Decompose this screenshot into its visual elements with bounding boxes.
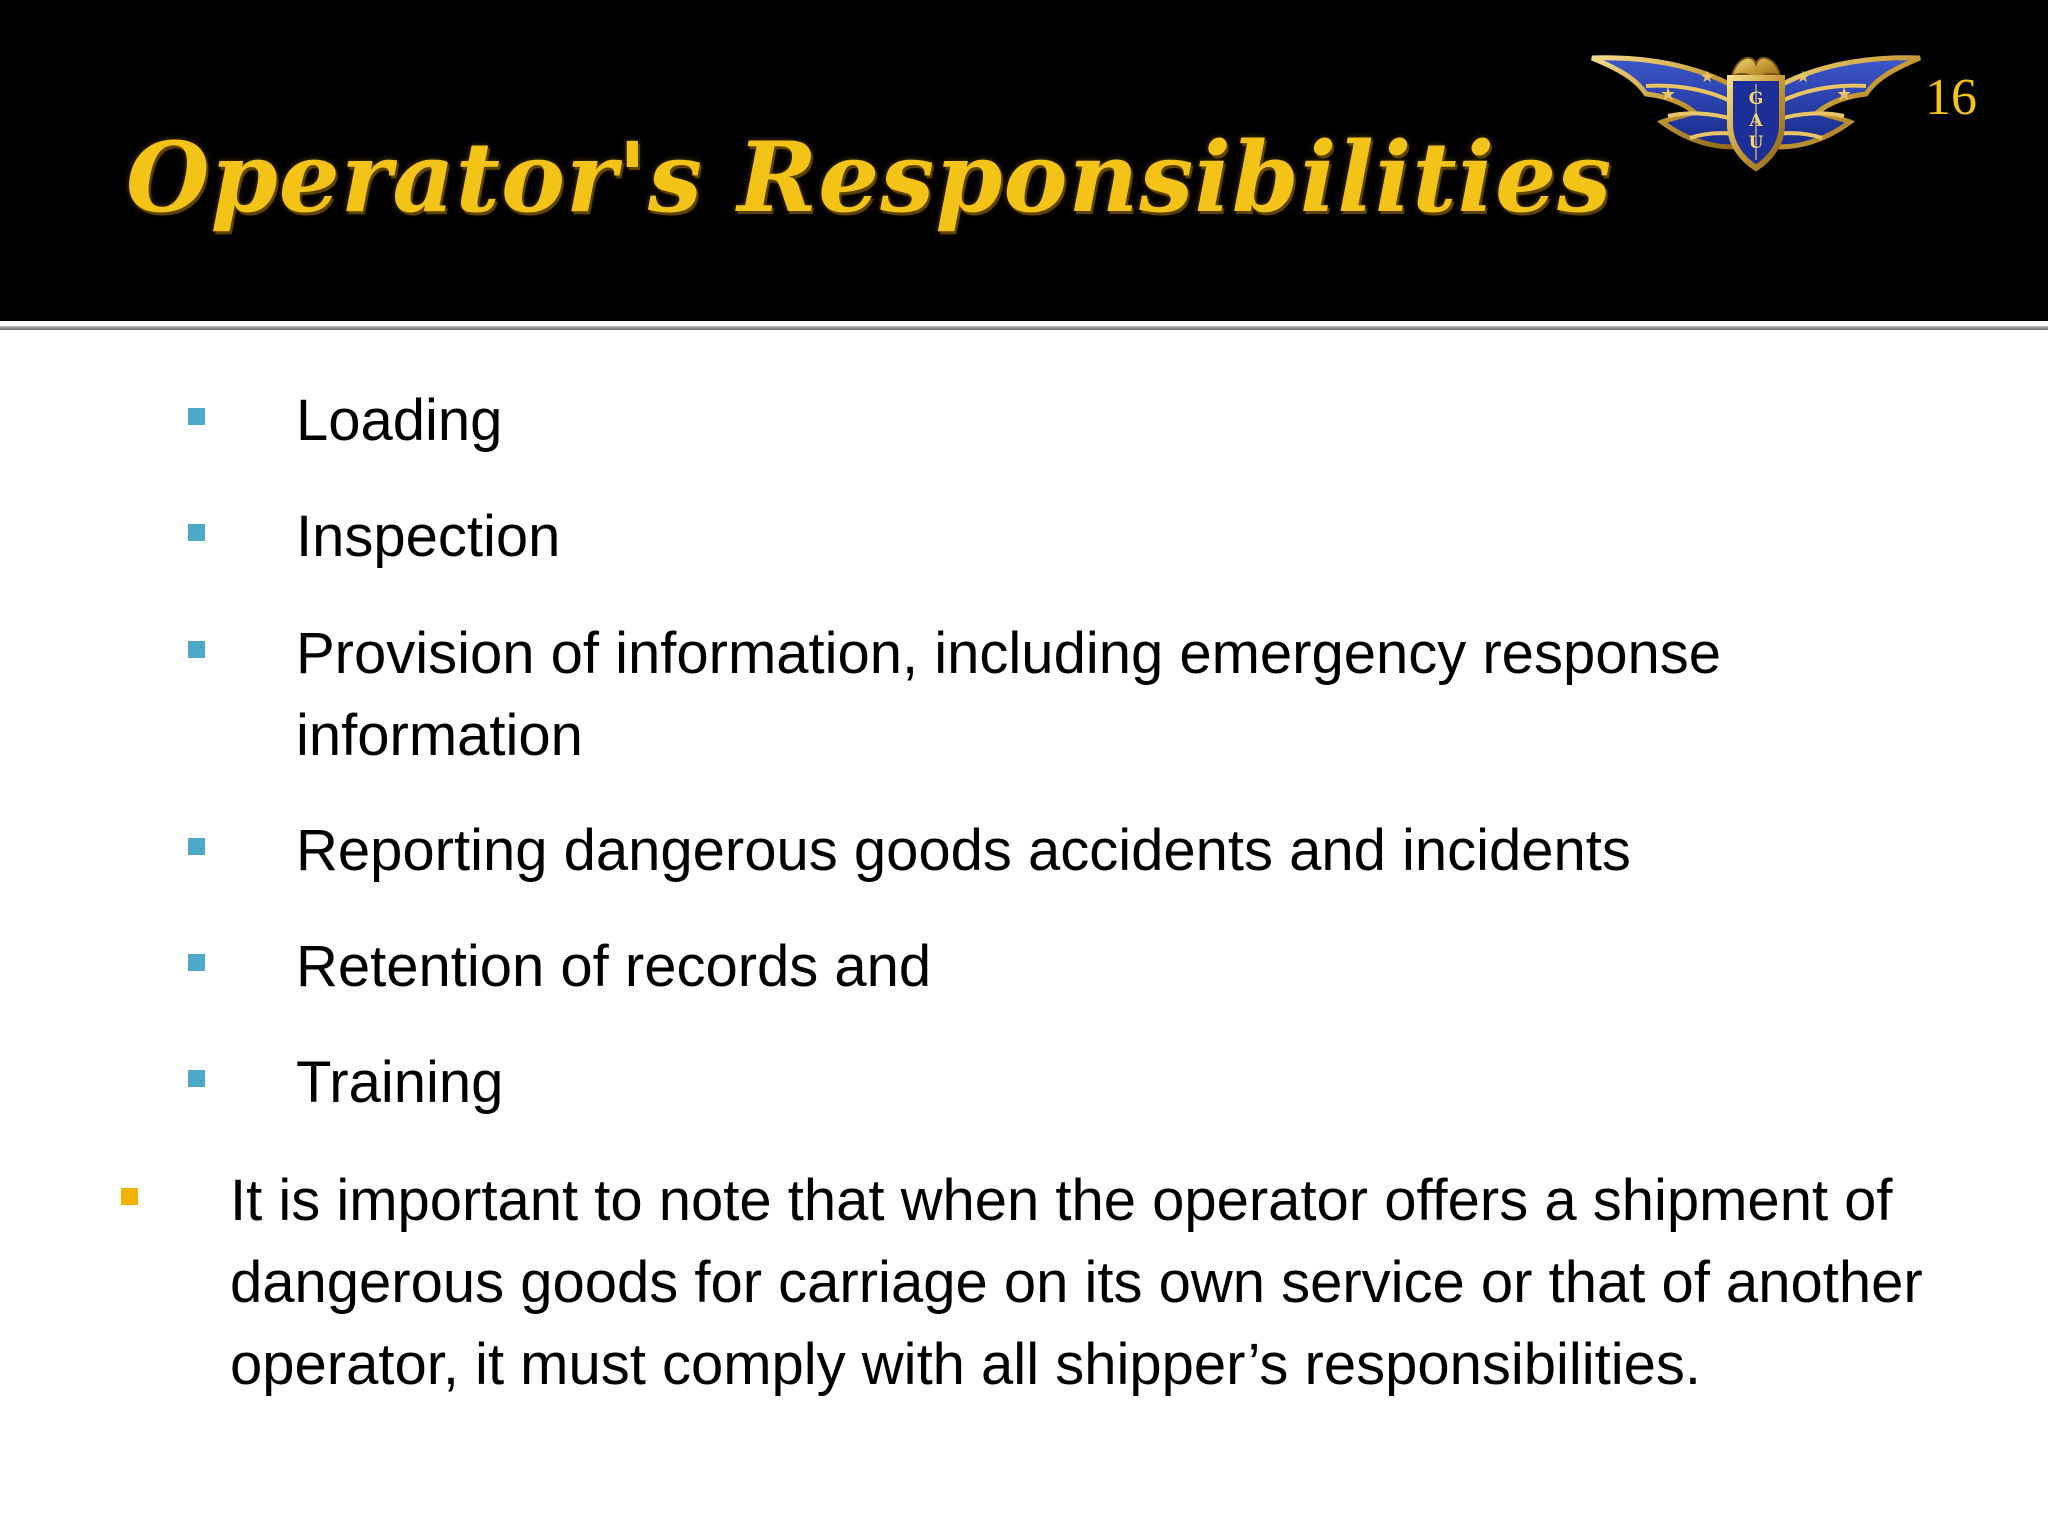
svg-text:★: ★ bbox=[1836, 84, 1853, 105]
svg-text:★: ★ bbox=[1660, 84, 1677, 105]
svg-text:U: U bbox=[1748, 133, 1764, 153]
main-bullet-text: It is important to note that when the operator offers a shipment of dangerous goods for carriage on its own service or that of another operator, it must comply with all shipper’s responsibilities. bbox=[230, 1168, 1923, 1397]
list-item-text: Inspection bbox=[296, 504, 561, 569]
square-bullet-icon bbox=[188, 524, 205, 541]
list-item-text: Reporting dangerous goods accidents and incidents bbox=[296, 818, 1631, 883]
square-bullet-icon bbox=[188, 1070, 205, 1087]
svg-text:★: ★ bbox=[1796, 67, 1811, 86]
svg-text:★: ★ bbox=[1700, 67, 1715, 86]
square-bullet-icon bbox=[188, 641, 205, 658]
slide-number: 16 bbox=[1925, 69, 1977, 126]
list-item-text: Loading bbox=[296, 388, 503, 453]
list-item-text: Retention of records and bbox=[296, 934, 932, 999]
slide-title: Operator's Responsibilities bbox=[126, 121, 1613, 234]
title-bar bbox=[0, 0, 2048, 321]
header-divider bbox=[0, 326, 2048, 330]
square-bullet-icon bbox=[188, 838, 205, 855]
svg-text:G: G bbox=[1748, 89, 1764, 109]
winged-shield-logo-icon bbox=[1586, 42, 1926, 174]
svg-text:A: A bbox=[1749, 111, 1763, 131]
list-item-text: Training bbox=[296, 1050, 504, 1115]
list-item-text: Provision of information, including emergency response information bbox=[296, 621, 1721, 768]
square-bullet-icon bbox=[121, 1188, 138, 1205]
square-bullet-icon bbox=[188, 954, 205, 971]
square-bullet-icon bbox=[188, 408, 205, 425]
